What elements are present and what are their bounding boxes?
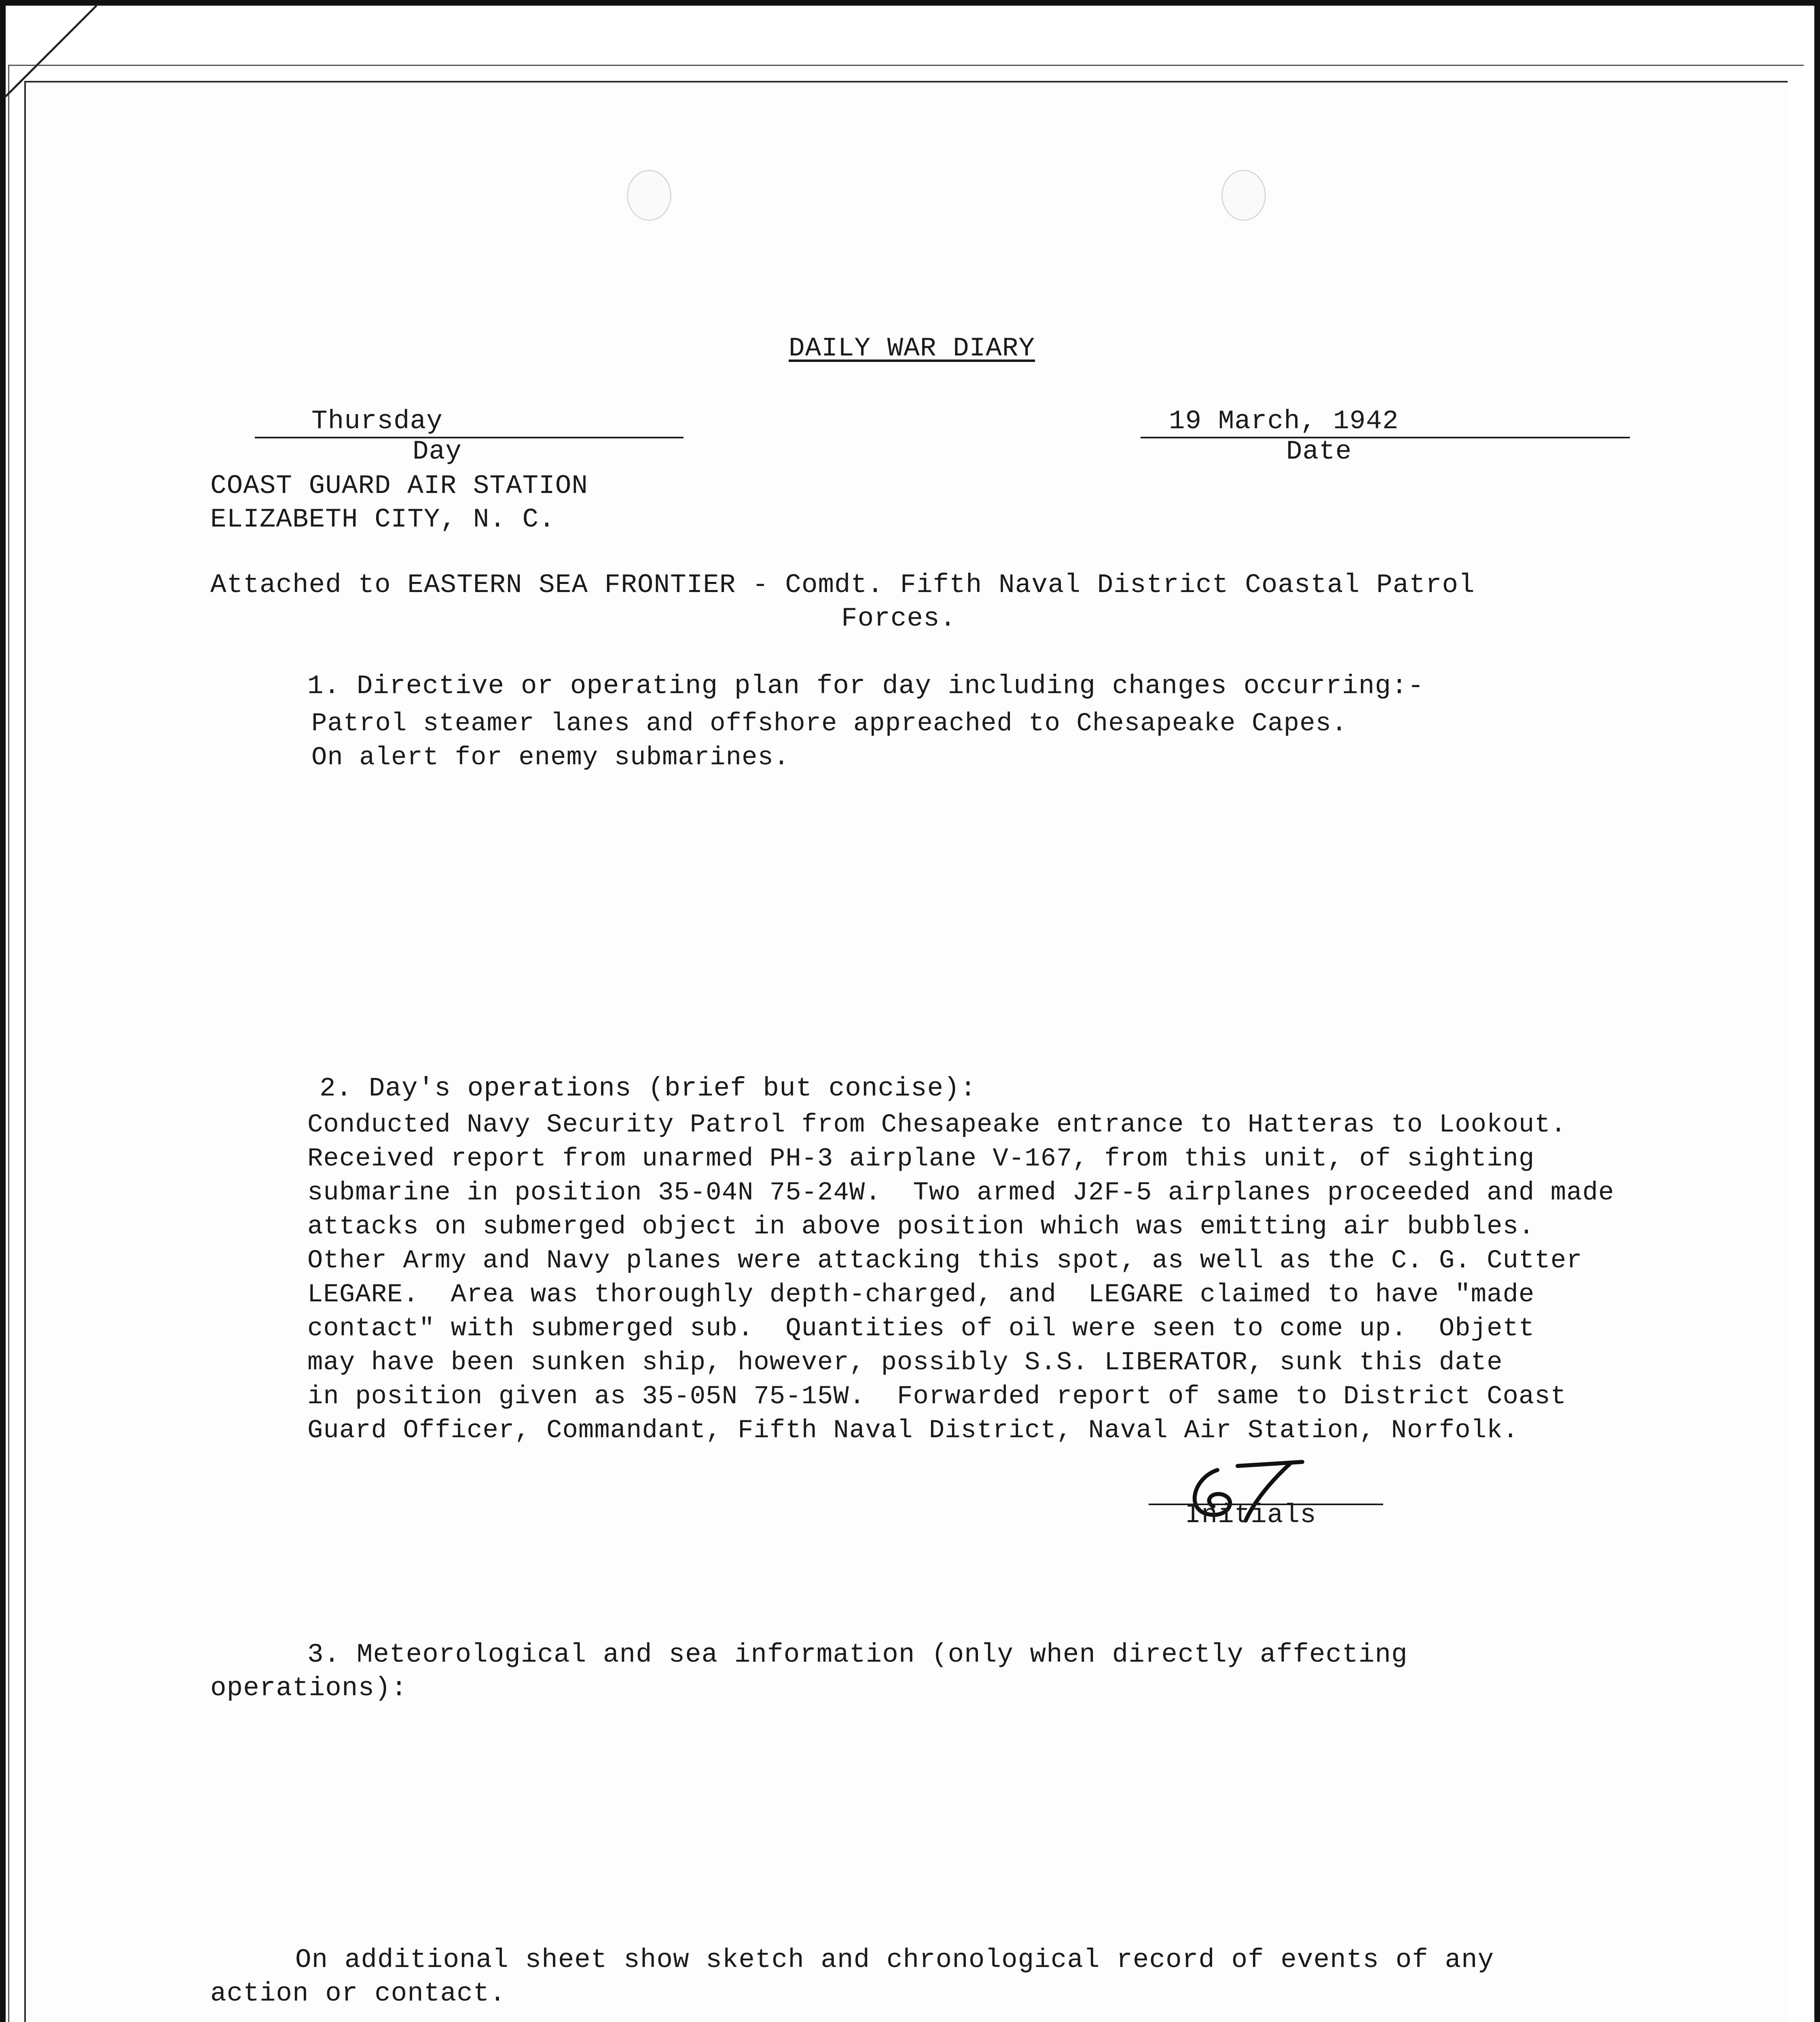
day-label: Day: [413, 436, 462, 467]
section2-line: attacks on submerged object in above position which was emitting air bubbles.: [307, 1212, 1535, 1242]
section2-line: may have been sunken ship, however, possibly S.S. LIBERATOR, sunk this date: [307, 1348, 1503, 1377]
date-label: Date: [1286, 436, 1352, 467]
attached-line-2: Forces.: [841, 603, 957, 634]
section2-line: contact" with submerged sub. Quantities of oil were seen to come up. Objett: [307, 1314, 1535, 1343]
footer-line-2: action or contact.: [210, 1978, 506, 2009]
section2-line: LEGARE. Area was thoroughly depth-charged, and LEGARE claimed to have "made: [307, 1280, 1535, 1309]
section1-line: On alert for enemy submarines.: [311, 743, 790, 772]
initials-label: Initials: [1185, 1500, 1316, 1530]
section2-line: Conducted Navy Security Patrol from Chesapeake entrance to Hatteras to Lookout.: [307, 1110, 1567, 1140]
section3-line-1: 3. Meteorological and sea information (only when directly affecting: [307, 1639, 1408, 1670]
section2-line: Other Army and Navy planes were attacking this spot, as well as the C. G. Cutter: [307, 1246, 1583, 1275]
section2-line: Received report from unarmed PH-3 airplane V-167, from this unit, of sighting: [307, 1144, 1535, 1174]
section2-line: Guard Officer, Commandant, Fifth Naval District, Naval Air Station, Norfolk.: [307, 1416, 1519, 1445]
section2-line: in position given as 35-05N 75-15W. Forwarded report of same to District Coast: [307, 1382, 1567, 1411]
punch-hole-right: [1221, 170, 1266, 221]
section1-heading: 1. Directive or operating plan for day including changes occurring:-: [307, 671, 1424, 701]
corner-fold-mark: [0, 0, 97, 97]
footer-line-1: On additional sheet show sketch and chronological record of events of any: [295, 1945, 1494, 1975]
day-value: Thursday: [311, 406, 443, 436]
section3-line-2: operations):: [210, 1673, 408, 1703]
attached-line-1: Attached to EASTERN SEA FRONTIER - Comdt. Fifth Naval District Coastal Patrol: [210, 570, 1475, 600]
station-line-2: ELIZABETH CITY, N. C.: [210, 504, 555, 535]
punch-hole-left: [627, 170, 671, 221]
station-line-1: COAST GUARD AIR STATION: [210, 471, 588, 501]
date-rule: [1141, 437, 1630, 438]
document-title: DAILY WAR DIARY: [789, 333, 1035, 364]
section1-line: Patrol steamer lanes and offshore appreached to Chesapeake Capes.: [311, 709, 1348, 738]
date-value: 19 March, 1942: [1169, 406, 1399, 436]
day-rule: [255, 437, 684, 438]
section2-line: submarine in position 35-04N 75-24W. Two armed J2F-5 airplanes proceeded and made: [307, 1178, 1615, 1208]
section2-heading: 2. Day's operations (brief but concise):: [320, 1073, 977, 1104]
